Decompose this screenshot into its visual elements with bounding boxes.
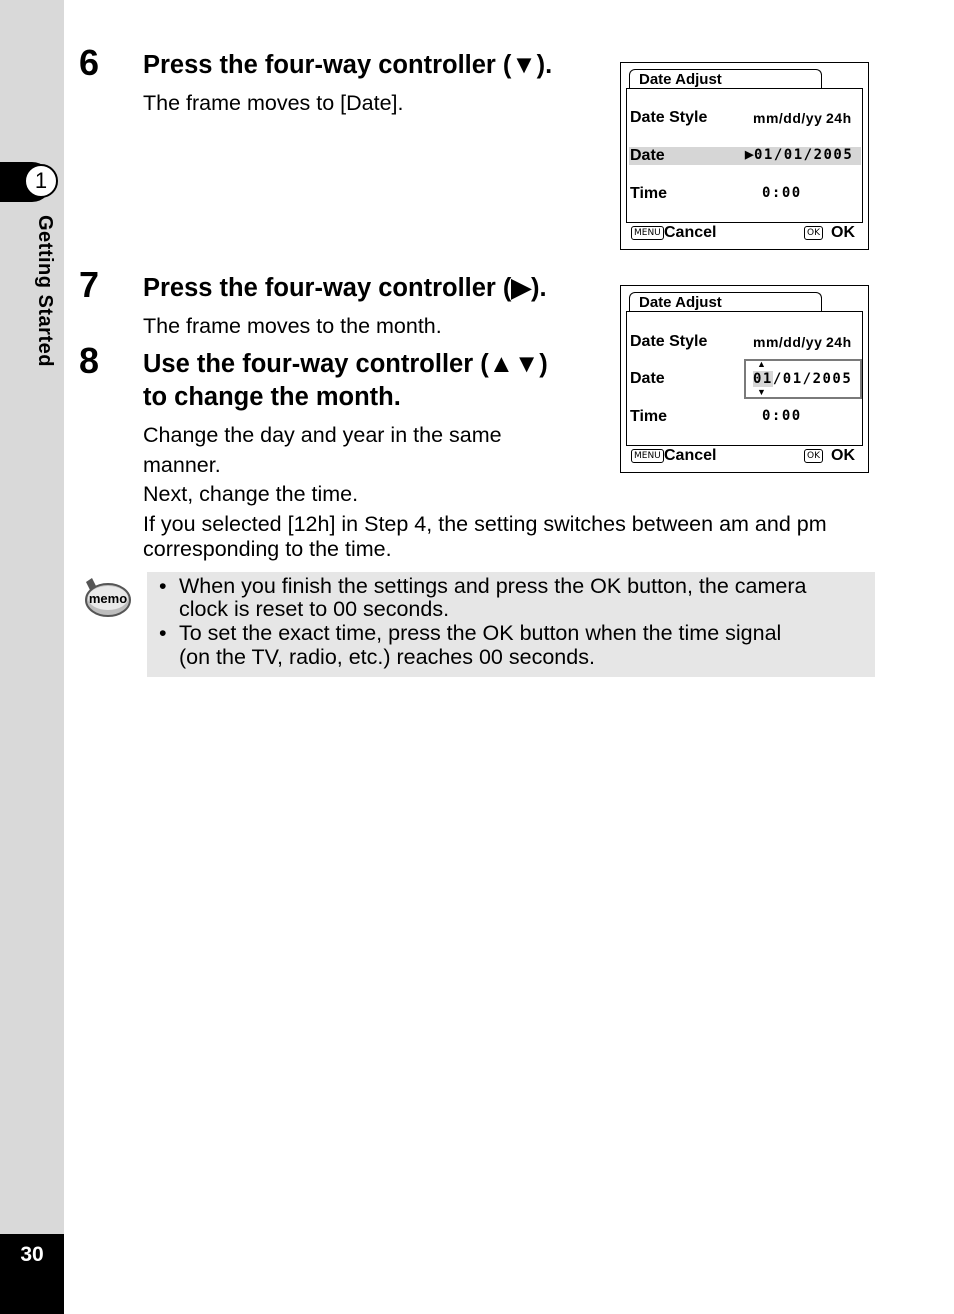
cancel-label: Cancel [664,447,717,464]
time-label: Time [630,408,668,425]
memo-icon-label: memo [88,591,128,606]
step-8-body-line-2: manner. [143,453,221,477]
step-8-body-line-4: If you selected [12h] in Step 4, the setting switches between am and pm [143,512,827,536]
ok-label: OK [831,447,855,464]
memo-item-1-line-2: clock is reset to 00 seconds. [179,597,450,621]
step-7-body: The frame moves to the month. [143,314,442,338]
step-7-heading: Press the four-way controller (▶). [143,274,547,302]
step-6-body: The frame moves to [Date]. [143,91,404,115]
date-label: Date [630,147,665,164]
step-8-heading-line-1: Use the four-way controller (▲▼) [143,350,548,378]
screen-title: Date Adjust [629,69,822,89]
step-8-body-line-1: Change the day and year in the same [143,423,502,447]
date-style-label: Date Style [630,333,708,350]
month-value: 01 [753,371,773,387]
time-label: Time [630,185,668,202]
right-arrow-icon: ▶ [745,149,754,161]
date-adjust-screen-1 [620,62,869,250]
step-8-body-line-5: corresponding to the time. [143,537,392,561]
chapter-number: 1 [24,164,58,198]
step-8-body-line-3: Next, change the time. [143,482,359,506]
date-style-value: mm/dd/yy [753,334,823,350]
ok-key-icon: OK [804,226,823,240]
menu-key-icon: MENU [631,226,664,240]
date-style-value: mm/dd/yy [753,110,823,126]
page-number: 30 [20,1243,44,1266]
down-arrow-icon: ▼ [757,387,767,397]
step-7-number: 7 [79,264,100,305]
memo-item-2-line-1: To set the exact time, press the OK button when the time signal [179,621,782,645]
time-value: 0:00 [762,185,802,201]
memo-icon [82,576,132,620]
hour-format-value: 24h [826,110,852,126]
date-value: 01/01/2005 [754,147,854,163]
memo-item-2-line-2: (on the TV, radio, etc.) reaches 00 seconds. [179,645,595,669]
ok-key-icon: OK [804,449,823,463]
step-6-number: 6 [79,42,100,83]
hour-format-value: 24h [826,334,852,350]
memo-bullet-2: • [159,621,167,645]
date-rest-value: /01/2005 [772,371,853,387]
step-8-heading-line-2: to change the month. [143,383,401,411]
time-value: 0:00 [762,408,802,424]
ok-label: OK [831,224,855,241]
screen-title: Date Adjust [629,292,822,312]
up-arrow-icon: ▲ [757,359,767,369]
step-8-number: 8 [79,340,100,381]
date-adjust-screen-2 [620,285,869,473]
date-label: Date [630,370,665,387]
cancel-label: Cancel [664,224,717,241]
menu-key-icon: MENU [631,449,664,463]
chapter-title: Getting Started [34,215,56,367]
memo-bullet-1: • [159,574,167,598]
date-style-label: Date Style [630,109,708,126]
memo-item-1-line-1: When you finish the settings and press the OK button, the camera [179,574,807,598]
step-6-heading: Press the four-way controller (▼). [143,51,553,79]
